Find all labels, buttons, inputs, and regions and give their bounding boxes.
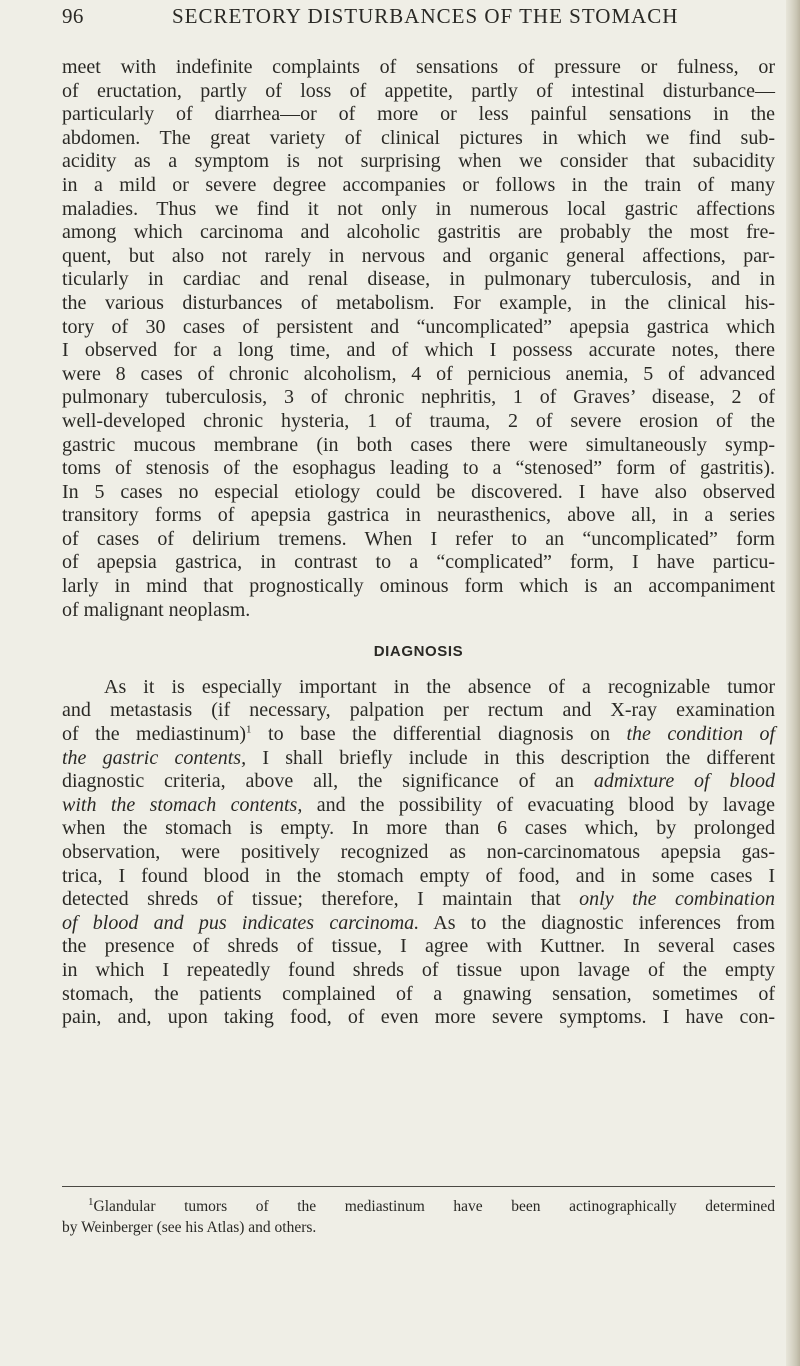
text-line: gastric mucous membrane (in both cases there were simultaneously symp- bbox=[62, 433, 775, 456]
text-line: quent, but also not rarely in nervous and organic general affections, par- bbox=[62, 244, 775, 267]
footnote-divider bbox=[62, 1186, 775, 1187]
text-line: pain, and, upon taking food, of even more severe symptoms. I have con- bbox=[62, 1006, 775, 1029]
text-line: the gastric contents, I shall briefly include in this description the different bbox=[62, 746, 776, 769]
footnote-mark: 1 bbox=[88, 1195, 94, 1208]
text-line: well-developed chronic hysteria, 1 of trauma, 2 of severe erosion of the bbox=[62, 409, 775, 432]
footnote-line: $^1$Glandular tumors of the mediastinum have been actinographically determined bbox=[88, 1195, 775, 1215]
text-line: pulmonary tuberculosis, 3 of chronic nephritis, 1 of Graves’ disease, 2 of bbox=[62, 386, 775, 409]
text-line: of the mediastinum)$^1$ to base the differential diagnosis on the condition of bbox=[62, 723, 776, 746]
text-line: the various disturbances of metabolism. For example, in the clinical his- bbox=[62, 291, 775, 314]
running-head: SECRETORY DISTURBANCES OF THE STOMACH bbox=[172, 4, 679, 28]
text-line: In 5 cases no especial etiology could be discovered. I have also observed bbox=[62, 480, 775, 503]
text-line: with the stomach contents, and the possibility of evacuating blood by lavage bbox=[62, 793, 776, 816]
text-line: and metastasis (if necessary, palpation per rectum and X-ray examination bbox=[62, 699, 775, 722]
text-line: meet with indefinite complaints of sensations of pressure or fulness, or bbox=[62, 56, 775, 78]
text-line: when the stomach is empty. In more than 6 cases which, by prolonged bbox=[62, 817, 775, 840]
text-line: As it is especially important in the absence of a recognizable tumor bbox=[104, 675, 775, 698]
text-line: tory of 30 cases of persistent and “uncomplicated” apepsia gastrica which bbox=[62, 315, 775, 338]
page-edge-shadow bbox=[786, 0, 800, 1366]
text-line: diagnostic criteria, above all, the significance of an admixture of blood bbox=[62, 770, 775, 793]
text-line: of eructation, partly of loss of appetite, partly of intestinal disturbance— bbox=[62, 79, 775, 102]
text-line: abdomen. The great variety of clinical pictures in which we find sub- bbox=[62, 126, 775, 149]
text-line: the presence of shreds of tissue, I agree with Kuttner. In several cases bbox=[62, 935, 775, 958]
text-line: stomach, the patients complained of a gnawing sensation, sometimes of bbox=[62, 982, 775, 1005]
footnote-line: by Weinberger (see his Atlas) and others. bbox=[62, 1219, 317, 1236]
text-line: acidity as a symptom is not surprising when we consider that subacidity bbox=[62, 150, 775, 173]
text-line: in which I repeatedly found shreds of tissue upon lavage of the empty bbox=[62, 958, 775, 981]
text-line: trica, I found blood in the stomach empty of food, and in some cases I bbox=[62, 864, 775, 887]
text-line: in a mild or severe degree accompanies or follows in the train of many bbox=[62, 173, 775, 196]
text-line: transitory forms of apepsia gastrica in neurasthenics, above all, in a series bbox=[62, 504, 775, 527]
text-line: of malignant neoplasm. bbox=[62, 598, 251, 621]
text-line: maladies. Thus we find it not only in numerous local gastric affections bbox=[62, 197, 775, 220]
text-line: ticularly in cardiac and renal disease, in pulmonary tuberculosis, and in bbox=[62, 268, 775, 291]
paragraph-continued bbox=[62, 56, 775, 622]
text-line: were 8 cases of chronic alcoholism, 4 of pernicious anemia, 5 of advanced bbox=[62, 362, 775, 385]
text-line: of apepsia gastrica, in contrast to a “complicated” form, I have particu- bbox=[62, 551, 775, 574]
text-line: larly in mind that prognostically ominous form which is an accompaniment bbox=[62, 575, 775, 598]
body-text bbox=[62, 56, 775, 1030]
text-line: of blood and pus indicates carcinoma. As to the diagnostic inferences from bbox=[62, 911, 775, 934]
page-header bbox=[62, 4, 772, 34]
text-line: among which carcinoma and alcoholic gastritis are probably the most fre- bbox=[62, 221, 775, 244]
section-heading: DIAGNOSIS bbox=[373, 643, 464, 661]
footnote-reference[interactable]: 1 bbox=[246, 723, 252, 736]
text-line: observation, were positively recognized as non-carcinomatous apepsia gas- bbox=[62, 841, 775, 863]
text-line: I observed for a long time, and of which I possess accurate notes, there bbox=[62, 339, 775, 362]
text-line: of cases of delirium tremens. When I refer to an “uncomplicated” form bbox=[62, 527, 775, 550]
footnote bbox=[62, 1196, 775, 1238]
text-line: toms of stenosis of the esophagus leading to a “stenosed” form of gastritis). bbox=[62, 457, 775, 480]
text-line: detected shreds of tissue; therefore, I maintain that only the combination bbox=[62, 888, 775, 911]
paragraph-diagnosis bbox=[62, 676, 775, 1030]
page-number: 96 bbox=[62, 4, 84, 28]
text-line: particularly of diarrhea—or of more or less painful sensations in the bbox=[62, 103, 775, 126]
